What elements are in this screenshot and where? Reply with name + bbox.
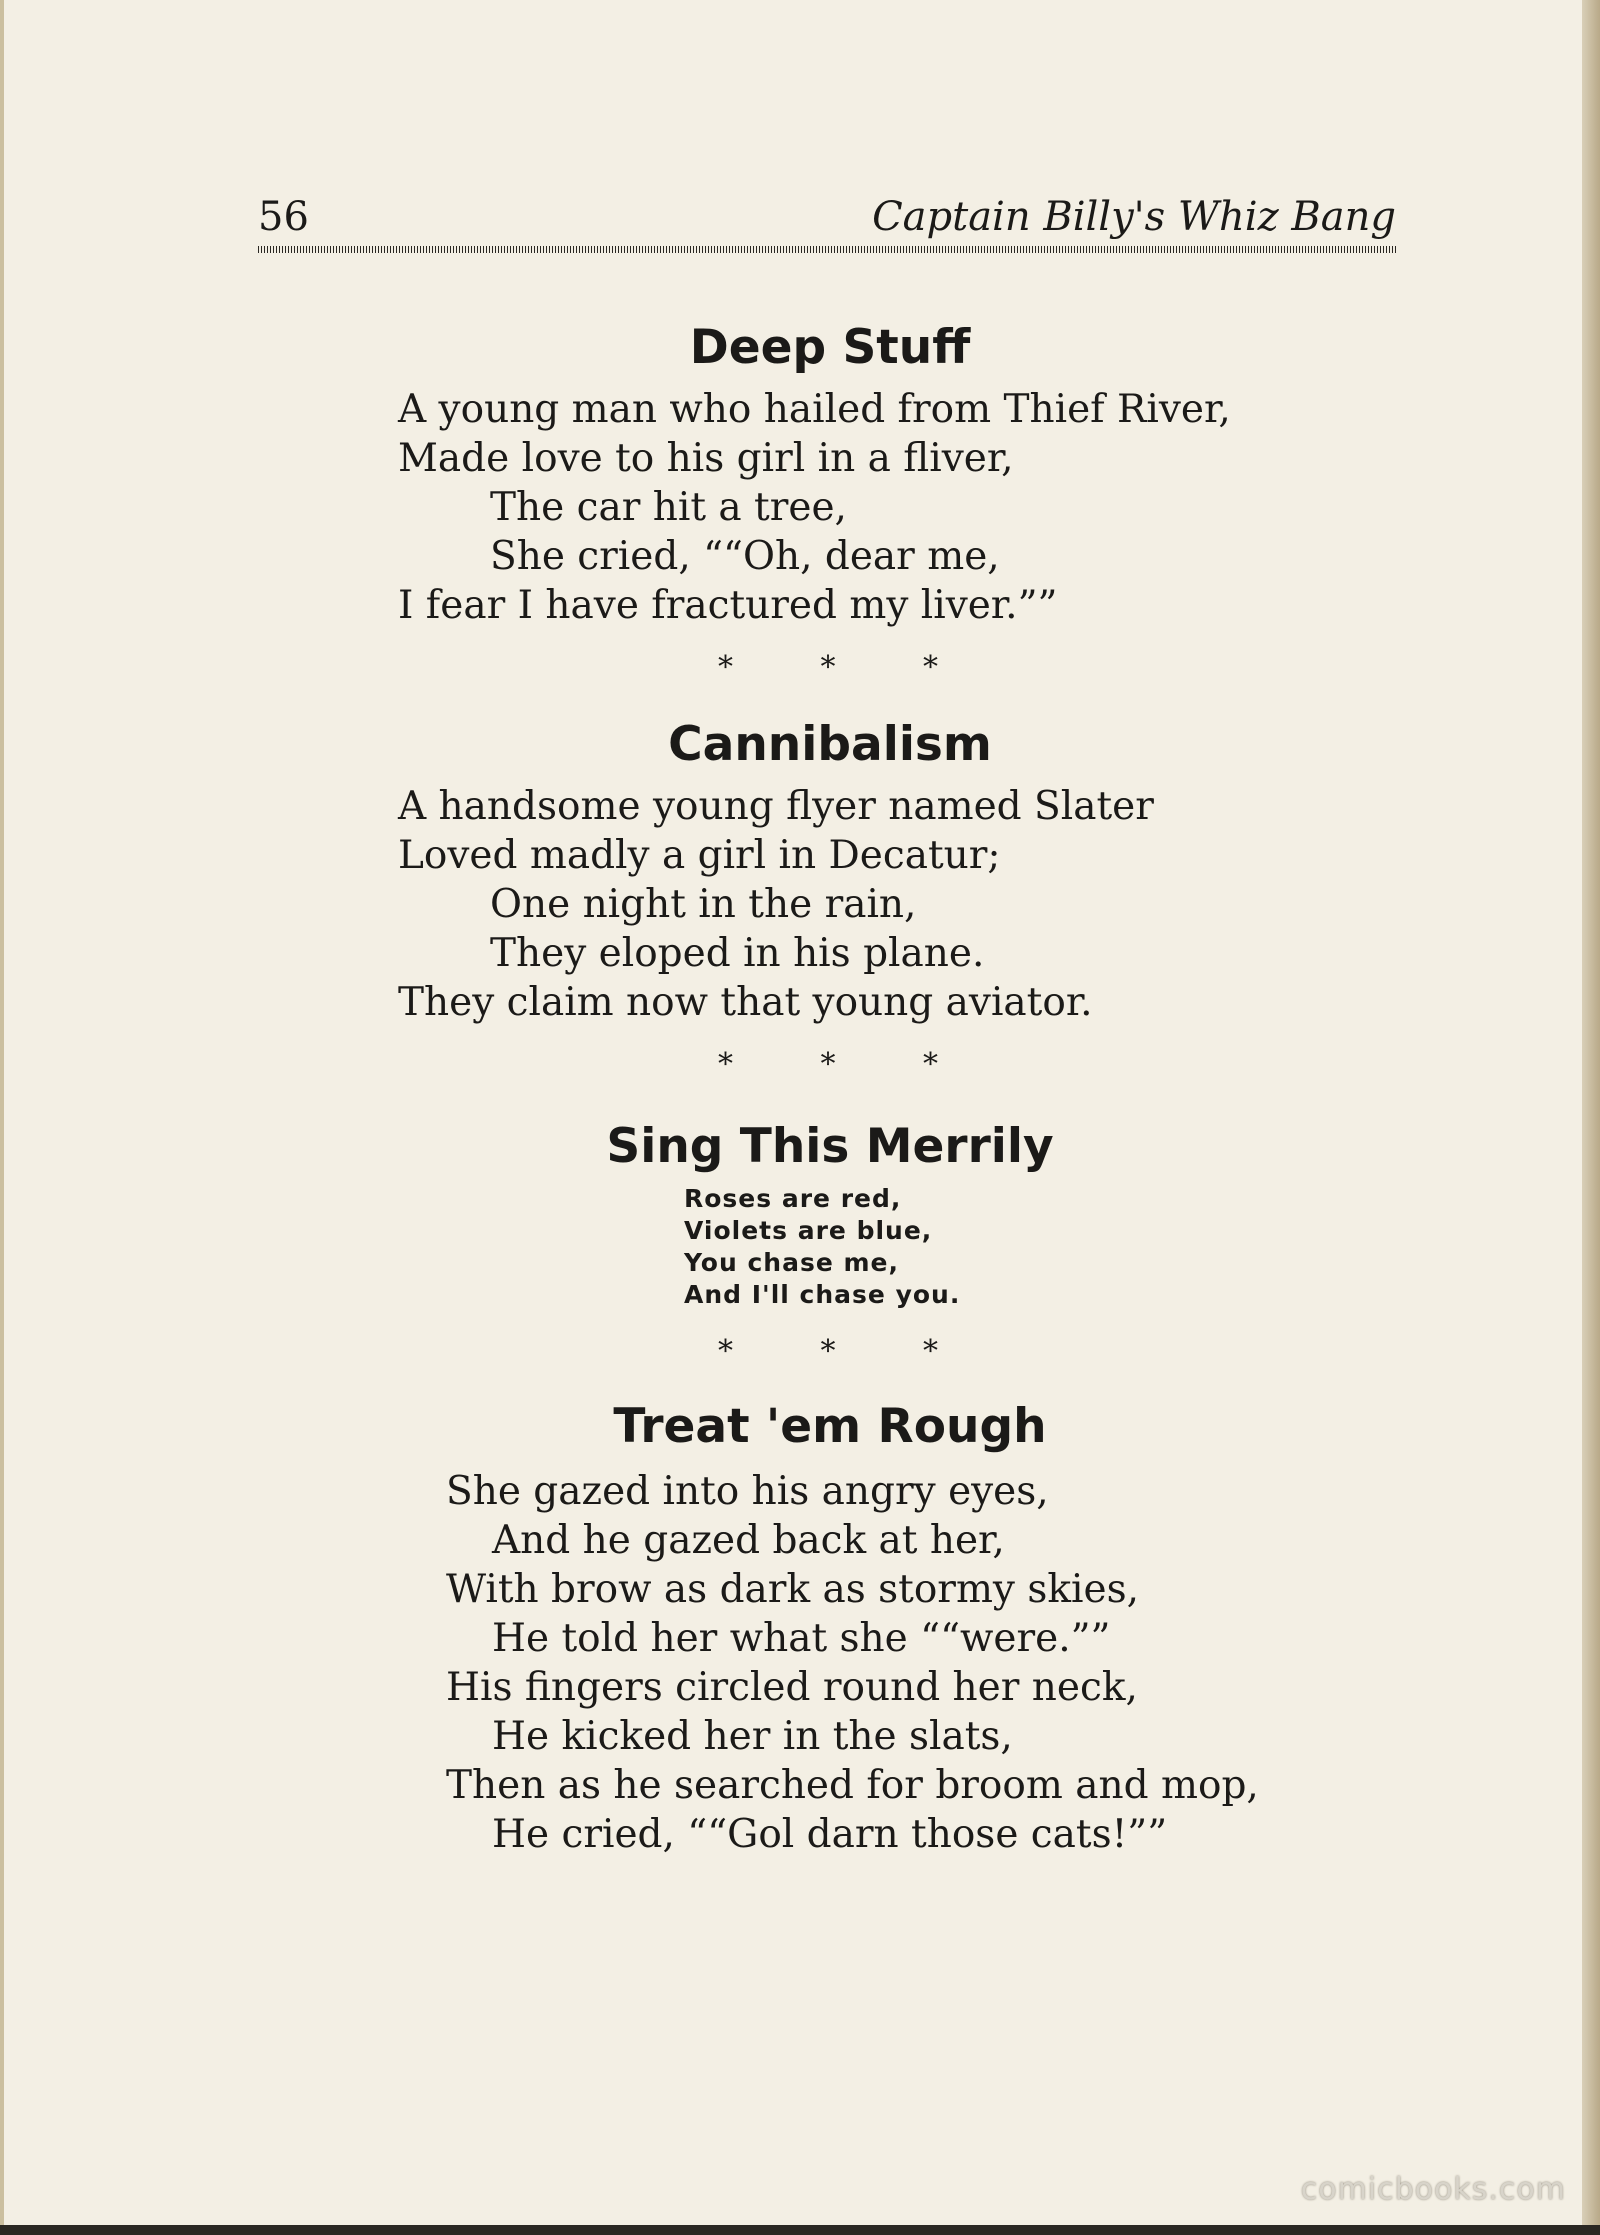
separator-star: * [718,1047,733,1082]
poem-title-sing-this-merrily: Sing This Merrily [606,1119,1054,1174]
verse-line: Then as he searched for broom and mop, [446,1763,1259,1808]
separator-star: * [718,1334,733,1369]
verse-line: His fingers circled round her neck, [446,1665,1138,1710]
verse-line-small: And I'll chase you. [684,1280,961,1309]
separator-star: * [718,650,733,685]
running-title: Captain Billy's Whiz Bang [872,194,1396,240]
verse-line: He cried, ““Gol darn those cats!”” [492,1812,1168,1857]
separator-star: * [820,1047,836,1082]
verse-line: They eloped in his plane. [490,931,985,976]
running-header [258,192,1396,242]
verse-line: She cried, ““Oh, dear me, [490,534,1000,579]
verse-line: With brow as dark as stormy skies, [446,1567,1139,1612]
poem-title-treat-em-rough: Treat 'em Rough [613,1399,1047,1454]
verse-line: She gazed into his angry eyes, [446,1469,1049,1514]
separator-star: * [820,650,836,685]
section-separator [718,648,938,688]
separator-star: * [923,1047,938,1082]
verse-line: A handsome young flyer named Slater [398,784,1154,829]
verse-line: They claim now that young aviator. [398,980,1093,1025]
verse-line-small: Violets are blue, [684,1216,933,1245]
separator-star: * [820,1334,836,1369]
page-number: 56 [258,194,309,240]
verse-line: Made love to his girl in a fliver, [398,436,1014,481]
page-spine-edge [1582,0,1600,2235]
verse-line: And he gazed back at her, [492,1518,1005,1563]
verse-line: He told her what she ““were.”” [492,1616,1111,1661]
separator-star: * [923,1334,938,1369]
page-bottom-edge [0,2225,1600,2235]
verse-line: He kicked her in the slats, [492,1714,1013,1759]
poem-title-deep-stuff: Deep Stuff [689,320,971,375]
poem-title-cannibalism: Cannibalism [668,717,992,772]
separator-star: * [923,650,938,685]
header-rule [258,246,1396,253]
section-separator [718,1045,938,1085]
page-left-edge [0,0,4,2235]
verse-line: The car hit a tree, [490,485,847,530]
verse-line: I fear I have fractured my liver.”” [398,583,1058,628]
section-separator [718,1332,938,1372]
verse-line: Loved madly a girl in Decatur; [398,833,1001,878]
verse-line: A young man who hailed from Thief River, [398,387,1231,432]
verse-line-small: Roses are red, [684,1184,902,1213]
verse-line: One night in the rain, [490,882,917,927]
verse-line-small: You chase me, [684,1248,900,1277]
watermark: comicbooks.com [1300,2172,1566,2207]
